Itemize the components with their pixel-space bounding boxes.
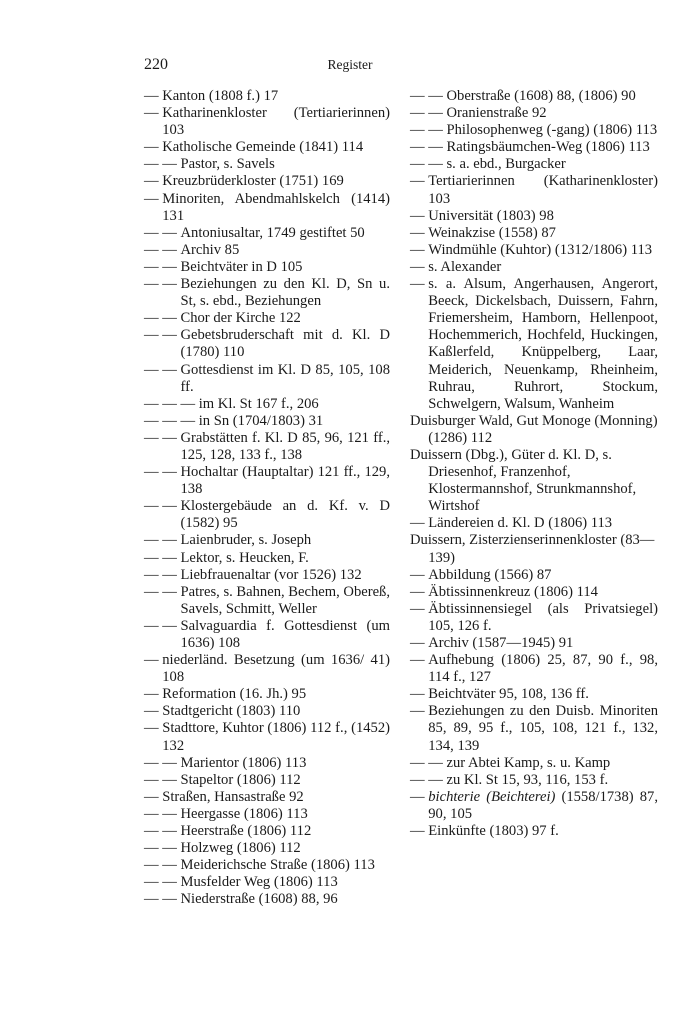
index-entry-text: Antoniusaltar, 1749 gestiftet 50 [180,224,365,241]
index-entry [144,618,390,652]
index-entry-dash: — — [410,754,447,771]
index-entry-text: Beziehungen zu den Duisb. Minoriten 85, 89, 95 f., 105, 108, 121 f., 132, 134, 139 [428,703,658,754]
index-entry-dash: — [144,703,163,720]
index-entry [410,567,658,584]
index-entry-text: Liebfrauenaltar (vor 1526) 132 [180,566,362,583]
index-entry [410,755,658,772]
index-entry-text: Gottesdienst im Kl. D 85, 105, 108 ff. [180,361,390,395]
index-entry-dash: — [410,276,429,293]
index-column-left [144,88,390,909]
index-entry-text: Äbtissinnenkreuz (1806) 114 [428,583,598,600]
index-entry-dash: — — [410,88,447,104]
index-entry [144,652,390,686]
index-entry-text: Aufhebung (1806) 25, 87, 90 f., 98, 114 f., 127 [428,652,658,686]
index-entry [144,720,390,754]
index-entry [410,208,658,225]
index-entry-dash: — — [410,771,447,788]
index-entry [410,105,658,122]
index-entry [144,857,390,874]
index-entry-dash: — [144,686,163,703]
index-entry [144,567,390,584]
index-entry-text: in Sn (1704/1803) 31 [198,412,324,429]
index-entry-dash: — — — [144,395,199,412]
index-entry [410,686,658,703]
index-entry-text: Ratingsbäumchen-Weg (1806) 113 [446,139,650,156]
index-entry-text: Katharinenkloster (Tertiarierinnen) 103 [162,105,390,139]
index-entry-dash: — — [144,276,181,293]
index-entry [410,635,658,652]
index-entry-text: Äbtissinnensiegel (als Privatsiegel) 105, 126 f. [428,600,658,634]
index-entry-dash: — [410,173,429,190]
index-entry [144,327,390,361]
index-entry [410,88,658,105]
index-entry-text: bichterie (Beichterei) (1558/1738) 87, 90, 105 [428,788,658,822]
index-entry [144,550,390,567]
index-entry [144,823,390,840]
index-entry [144,584,390,618]
index-entry-dash: — — [144,805,181,822]
index-entry-dash: — [144,720,163,737]
index-entry [144,88,390,105]
index-entry-text: Oranienstraße 92 [446,105,547,122]
index-entry-dash: — [144,652,163,669]
index-entry-dash: — — [144,327,181,344]
index-entry [410,156,658,173]
index-entry-dash: — — [144,498,181,515]
index-entry-text: Stapeltor (1806) 112 [180,771,301,788]
index-entry-text: Stadtgericht (1803) 110 [162,703,301,720]
index-entry [410,276,658,413]
index-entry-text: Marientor (1806) 113 [180,754,307,771]
index-entry-text: Duisburger Wald, Gut Monoge (Monning) (1286) 112 [410,412,658,446]
index-entry [144,225,390,242]
index-entry-text: Reformation (16. Jh.) 95 [162,686,307,703]
index-entry-text: im Kl. St 167 f., 206 [198,395,319,412]
index-entry-dash: — — [144,823,181,840]
index-entry-text: zur Abtei Kamp, s. u. Kamp [446,754,611,771]
index-entry [144,532,390,549]
index-entry-dash: — — [410,156,447,173]
index-entry-dash: — [410,207,429,224]
index-entry-text: Oberstraße (1608) 88, (1806) 90 [446,88,636,104]
index-entry-dash: — — [144,429,181,446]
index-entry-text: Tertiarierinnen (Katharinenkloster) 103 [428,173,658,207]
index-entry-text: Patres, s. Bahnen, Bechem, Obereß, Savels, Schmitt, Weller [180,583,391,617]
index-entry-dash: — — [144,310,181,327]
index-entry-text: Musfelder Weg (1806) 113 [180,874,338,891]
index-entry-text: Heerstraße (1806) 112 [180,823,312,840]
index-entry [410,447,658,515]
index-entry-dash: — — [144,754,181,771]
index-entry-text: Universität (1803) 98 [428,207,554,224]
index-entry [410,139,658,156]
index-entry-dash: — — — [144,412,199,429]
index-entry [410,789,658,823]
index-entry-text: zu Kl. St 15, 93, 116, 153 f. [446,771,609,788]
index-entry-dash: — — [144,891,181,908]
index-entry-dash: — — [144,566,181,583]
index-entry [144,413,390,430]
index-entry-dash: — [144,139,163,156]
index-entry-dash: — [144,788,163,805]
index-entry [144,789,390,806]
index-entry-dash: — [410,515,429,532]
index-entry-dash: — — [410,105,447,122]
index-entry [410,259,658,276]
index-entry-dash: — — [144,617,181,634]
index-entry [144,259,390,276]
index-entry-dash: — [410,224,429,241]
index-entry-dash: — — [144,464,181,481]
index-entry-text: Beichtväter 95, 108, 136 ff. [428,686,589,703]
index-entry-text: Archiv (1587—1945) 91 [428,635,574,651]
index-entry-dash: — — [144,258,181,275]
index-entry [410,652,658,686]
index-entry-dash: — [410,241,429,258]
index-entry-text: Philosophenweg (-gang) (1806) 113 [446,122,658,139]
index-entry-dash: — — [144,532,181,549]
index-entry-text: Weinakzise (1558) 87 [428,224,556,241]
index-entry-dash: — [410,823,429,840]
index-entry-dash: — [410,600,429,617]
index-entry-dash: — [144,105,163,122]
index-entry-text: Archiv 85 [180,241,240,258]
index-entry-text: Grabstätten f. Kl. D 85, 96, 121 ff., 125, 128, 133 f., 138 [180,429,390,463]
index-entry-dash: — [410,788,429,805]
index-entry-dash: — — [144,771,181,788]
index-entry-dash: — [144,190,163,207]
index-entry-text: Gebetsbruderschaft mit d. Kl. D (1780) 110 [180,327,390,361]
index-entry-text: Holzweg (1806) 112 [180,840,301,857]
index-entry-dash: — — [144,874,181,891]
index-entry [410,532,658,566]
index-entry [144,891,390,908]
index-entry [144,772,390,789]
index-entry-text: Meiderichsche Straße (1806) 113 [180,857,375,874]
index-entry [144,242,390,259]
index-entry-text: Kreuzbrüderkloster (1751) 169 [162,173,344,190]
index-entry [144,396,390,413]
index-entry [144,874,390,891]
index-entry-dash: — — [144,549,181,566]
index-entry-dash: — — [144,857,181,874]
index-entry-dash: — — [410,139,447,156]
index-entry-dash: — [410,635,429,651]
index-entry [144,464,390,498]
index-entry [410,413,658,447]
index-entry-dash: — — [144,156,181,173]
index-entry [144,686,390,703]
index-entry-text: Chor der Kirche 122 [180,310,301,327]
index-entry [410,242,658,259]
index-entry [410,515,658,532]
index-entry [144,173,390,190]
index-entry-text: Duissern, Zisterzienserinnenkloster (83—139) [410,532,655,566]
index-entry-text: Kanton (1808 f.) 17 [162,88,279,104]
index-entry-text: Minoriten, Abendmahlskelch (1414) 131 [162,190,390,224]
index-entry-text: Hochaltar (Hauptaltar) 121 ff., 129, 138 [180,464,390,498]
index-entry [144,498,390,532]
index-entry-text: s. a. Alsum, Angerhausen, Angerort, Beeck, Dickelsbach, Duissern, Fahrn, Friemersheim, Hamborn, Hellenpoot, Hochemmerich, Hochfeld, Huckingen, Kaßlerfeld, Knüppelberg, Laar, Meiderich, Neuenkamp, Rheinheim, Ruhrau, Ruhrort, Stockum, Schwelgern, Walsum, Wanheim [428,276,658,412]
index-entry-dash: — [144,88,163,104]
index-entry-dash: — [410,686,429,703]
index-entry-text: Straßen, Hansastraße 92 [162,788,304,805]
index-entry [144,806,390,823]
index-entry-text: Salvaguardia f. Gottesdienst (um 1636) 108 [180,617,390,651]
index-entry-dash: — [410,703,429,720]
index-entry-text: Beziehungen zu den Kl. D, Sn u. St, s. ebd., Beziehungen [180,276,390,310]
index-entry [144,755,390,772]
index-entry-dash: — — [144,241,181,258]
index-entry [410,225,658,242]
index-entry [144,191,390,225]
index-entry-dash: — — [144,361,181,378]
index-entry-text: Ländereien d. Kl. D (1806) 113 [428,515,613,532]
index-entry-text: Heergasse (1806) 113 [180,805,308,822]
index-entry [144,139,390,156]
index-entry [144,105,390,139]
index-entry [410,703,658,754]
index-entry-dash: — [410,566,429,583]
index-entry [144,430,390,464]
index-entry-dash: — — [144,583,181,600]
index-entry [144,840,390,857]
index-entry-dash: — [410,652,429,669]
index-entry [144,310,390,327]
index-entry-text: Beichtväter in D 105 [180,258,303,275]
index-entry-text: Windmühle (Kuhtor) (1312/1806) 113 [428,241,653,258]
index-entry-text: Laienbruder, s. Joseph [180,532,312,549]
index-entry-text: Duissern (Dbg.), Güter d. Kl. D, s. Driesenhof, Franzenhof, Klostermannshof, Strunkmannshof, Wirtshof [410,446,637,515]
index-entry-text: Stadttore, Kuhtor (1806) 112 f., (1452) 132 [162,720,390,754]
index-entry [410,584,658,601]
index-entry-text: s. a. ebd., Burgacker [446,156,566,173]
index-entry-text: Klostergebäude an d. Kf. v. D (1582) 95 [180,498,390,532]
index-entry-text: Niederstraße (1608) 88, 96 [180,891,338,908]
index-entry [410,601,658,635]
index-entry [410,173,658,207]
index-entry-dash: — [410,583,429,600]
index-entry [410,772,658,789]
index-entry-text: Katholische Gemeinde (1841) 114 [162,139,364,156]
index-entry-dash: — — [144,224,181,241]
index-entry-dash: — — [410,122,447,139]
index-entry-text: Abbildung (1566) 87 [428,566,552,583]
index-entry [144,156,390,173]
index-column-right [410,88,658,840]
index-entry-text: Lektor, s. Heucken, F. [180,549,309,566]
index-entry-text: Einkünfte (1803) 97 f. [428,823,559,840]
index-entry-text: s. Alexander [428,258,502,275]
index-entry-text: Pastor, s. Savels [180,156,275,173]
index-entry [144,703,390,720]
index-entry [144,362,390,396]
running-head: Register [327,57,373,72]
index-entry-dash: — [410,258,429,275]
index-entry-dash: — [144,173,163,190]
page-number: 220 [144,56,168,73]
index-entry-dash: — — [144,840,181,857]
index-entry [410,823,658,840]
index-entry-text: niederländ. Besetzung (um 1636/ 41) 108 [162,652,390,686]
index-entry [144,276,390,310]
index-entry [410,122,658,139]
